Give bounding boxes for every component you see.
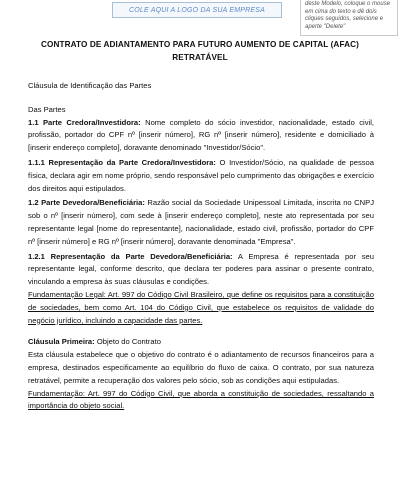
clause-1-2-label: 1.2 Parte Devedora/Beneficiária: bbox=[28, 198, 145, 208]
parties-heading: Das Partes bbox=[28, 104, 66, 114]
legal-basis-1: Fundamentação Legal: Art. 997 do Código Civil Brasileiro, que define os requisitos para a constituição de sociedades, bem como Art. 104 do Código Civil, que estabelece os requisitos de validade do negócio jurídico, incluindo a capacidade das partes. bbox=[28, 289, 374, 325]
document-body bbox=[28, 80, 374, 413]
logo-placeholder[interactable]: COLE AQUI A LOGO DA SUA EMPRESA bbox=[112, 2, 282, 18]
legal-basis-2: Fundamentação: Art. 997 do Código Civil, que aborda a constituição de sociedades, ressaltando a importância do objeto social. bbox=[28, 388, 374, 411]
document-title bbox=[20, 38, 380, 64]
clause-1-1 bbox=[28, 117, 374, 155]
clause-1-1-text: Nome completo do sócio investidor, nacionalidade, estado civil, profissão, portador do CPF nº [inserir número], RG nº [inserir número], residente e domiciliado à [inserir endereço completo], doravante denominado "Investidor/Sócio". bbox=[28, 117, 374, 153]
clause-1-1-1-label: 1.1.1 Representação da Parte Credora/Investidora: bbox=[28, 157, 216, 167]
clause-1-2-text: Razão social da Sociedade Unipessoal Limitada, inscrita no CNPJ sob o nº [inserir número], com sede à [inserir endereço completo], neste ato representada por seu representante legal [nome do representante], nacionalidade, estado civil, profissão, portador do CPF nº [inserir número] e RG nº [inserir número], doravante denominada "Empresa". bbox=[28, 198, 374, 246]
title-line-2: RETRATÁVEL bbox=[172, 53, 228, 62]
help-note: deste Modelo, coloque o mouse em cima do texto e dê dois cliques seguidos, selecione e aperte "Delete" bbox=[300, 0, 398, 36]
first-clause-heading-text: Objeto do Contrato bbox=[96, 337, 161, 347]
clause-1-2-1-text: A Empresa é representada por seu representante legal, conforme descrito, que declara ter poderes para assinar o presente contrato, vinculando a empresa às suas cláusulas e condições. bbox=[28, 251, 374, 287]
clause-1-1-label: 1.1 Parte Credora/Investidora: bbox=[28, 117, 141, 127]
clause-1-2-1-label: 1.2.1 Representação da Parte Devedora/Beneficiária: bbox=[28, 251, 233, 261]
first-clause-text: Esta cláusula estabelece que o objetivo do contrato é o adiantamento de recursos financeiros para a empresa, destinados especificamente ao equilíbrio do fluxo de caixa. O contrato, por sua natureza retratável, permite a recuperação dos valores pelo sócio, sob as condições aqui estipuladas. bbox=[28, 350, 374, 385]
identification-heading: Cláusula de Identificação das Partes bbox=[28, 81, 152, 90]
clause-1-2-1 bbox=[28, 251, 374, 289]
first-clause-heading-label: Cláusula Primeira: bbox=[28, 337, 95, 347]
clause-1-2 bbox=[28, 197, 374, 248]
first-clause-heading bbox=[28, 336, 374, 349]
clause-1-1-1 bbox=[28, 157, 374, 195]
clause-1-1-1-text: O Investidor/Sócio, na qualidade de pessoa física, declara agir em nome próprio, sendo responsável pelo cumprimento das obrigações e exercício dos direitos aqui estipulados. bbox=[28, 157, 374, 193]
title-line-1: CONTRATO DE ADIANTAMENTO PARA FUTURO AUMENTO DE CAPITAL (AFAC) bbox=[41, 40, 359, 49]
